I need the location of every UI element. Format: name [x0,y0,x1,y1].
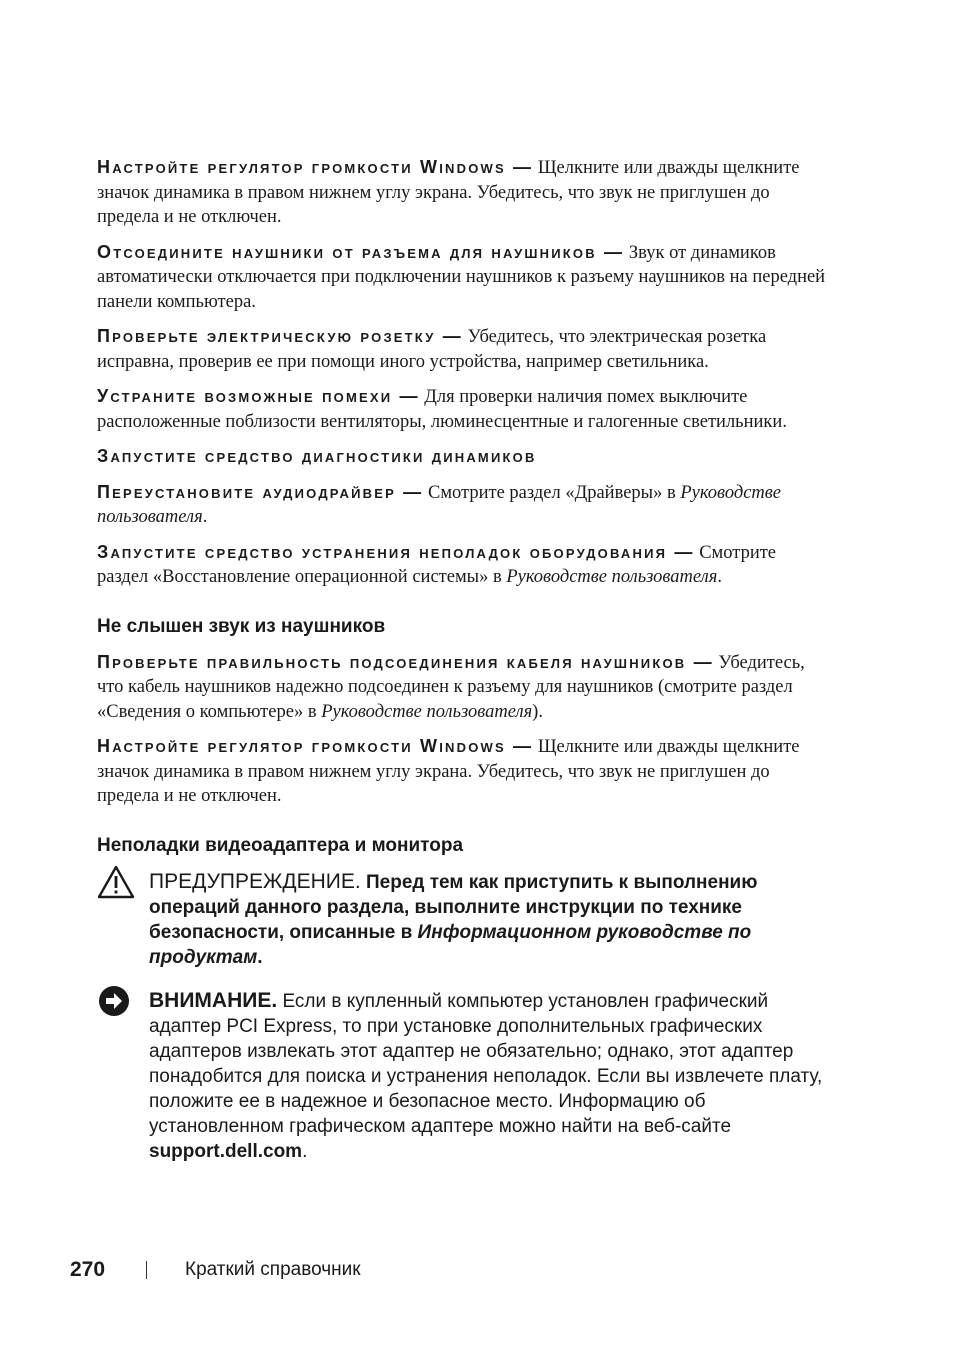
paragraph-heading: Устраните возможные помехи — [97,386,420,406]
paragraph-interference: Устраните возможные помехи — Для проверки наличия помех выключите расположенные поблизости вентиляторы, люминесцентные и галогенные светильники. [97,386,787,432]
paragraph-heading: Настройте регулятор громкости Windows — [97,157,534,177]
footer-divider [146,1261,147,1279]
warning-notice: ПРЕДУПРЕЖДЕНИЕ. Перед тем как приступить к выполнению операций данного раздела, выполните инструкции по технике безопасности, описанные в Информационном руководстве по продуктам. [97,869,827,970]
warning-triangle-icon [97,865,135,906]
caution-arrow-icon [97,984,131,1025]
paragraph-outlet: Проверьте электрическую розетку — Убедитесь, что электрическая розетка исправна, проверив ее при помощи иного устройства, например светильника. [97,326,767,372]
paragraph-hardware-troubleshooter: Запустите средство устранения неполадок оборудования — Смотрите раздел «Восстановление операционной системы» в Руководстве пользователя. [97,541,777,587]
section-title-video: Неполадки видеоадаптера и монитора [97,834,464,856]
warning-label: ПРЕДУПРЕЖДЕНИЕ. [149,869,361,893]
caution-label: ВНИМАНИЕ. [149,988,278,1012]
page-content [97,155,827,1182]
paragraph-speaker-diagnostics [97,444,827,470]
support-link[interactable]: support.dell.com [149,1140,303,1162]
page-footer [70,1256,361,1284]
paragraph-heading: Запустите средство устранения неполадок оборудования — [97,541,695,562]
section-title-headphones: Не слышен звук из наушников [97,615,386,637]
caution-notice: ВНИМАНИЕ. Если в купленный компьютер установлен графический адаптер PCI Express, то при установке дополнительных графических адаптеров извлекать этот адаптер не обязательно; однако, этот адаптер понадобится для поиска и устранения неполадок. Если вы извлечете плату, положите ее в надежное и безопасное место. Информацию об установленном графическом адаптере можно найти на веб-сайте support.dell.com. [97,988,827,1164]
paragraph-heading: Проверьте правильность подсоединения кабеля наушников — [97,651,714,672]
paragraph-audio-driver: Переустановите аудиодрайвер — Смотрите раздел «Драйверы» в Руководстве пользователя. [97,481,782,527]
paragraph-heading: Настройте регулятор громкости Windows — [97,736,534,756]
paragraph-headphones-disconnect: Отсоедините наушники от разъема для наушников — Звук от динамиков автоматически отключается при подключении наушников к разъему наушников на передней панели компьютера. [97,241,826,312]
footer-title: Краткий справочник [185,1259,361,1280]
paragraph-volume-2: Настройте регулятор громкости Windows — Щелкните или дважды щелкните значок динамика в правом нижнем углу экрана. Убедитесь, что звук не приглушен до предела и не отключен. [97,736,800,806]
paragraph-heading: Запустите средство диагностики динамиков [97,446,537,466]
paragraph-heading: Проверьте электрическую розетку — [97,326,463,346]
page-number: 270 [70,1258,106,1281]
paragraph-headphone-cable: Проверьте правильность подсоединения кабеля наушников — Убедитесь, что кабель наушников надежно подсоединен к разъему для наушников (смотрите раздел «Сведения о компьютере» в Руководстве пользователя). [97,651,805,722]
paragraph-volume: Настройте регулятор громкости Windows — Щелкните или дважды щелкните значок динамика в правом нижнем углу экрана. Убедитесь, что звук не приглушен до предела и не отключен. [97,157,800,227]
paragraph-heading: Отсоедините наушники от разъема для наушников — [97,241,625,262]
paragraph-heading: Переустановите аудиодрайвер — [97,481,424,502]
